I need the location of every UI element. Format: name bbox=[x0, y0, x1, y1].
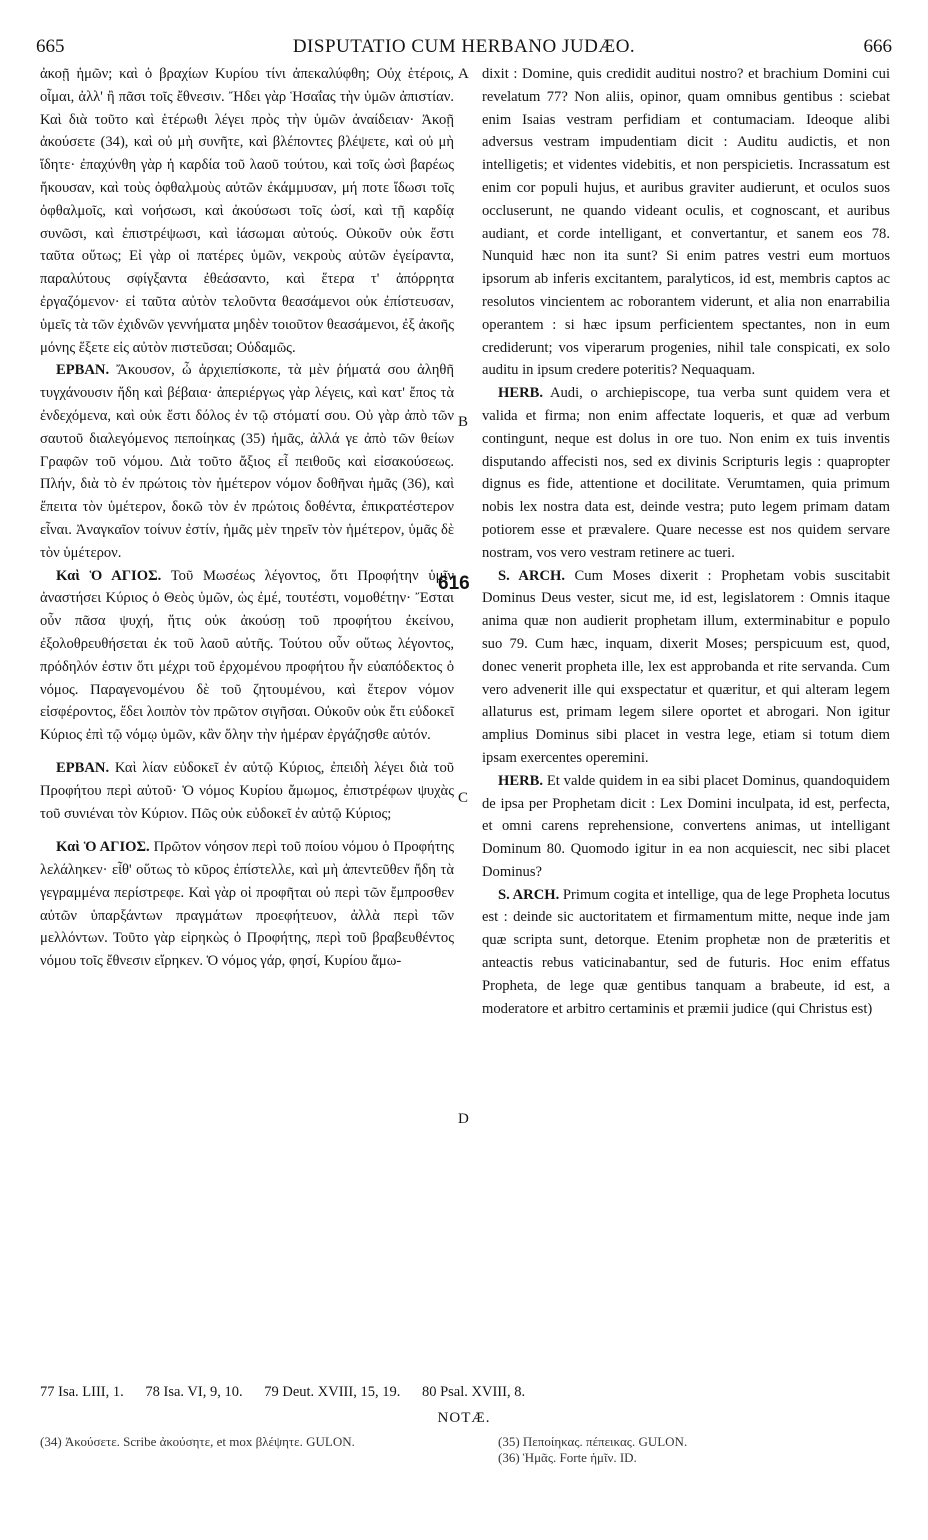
latin-paragraph-5 bbox=[482, 884, 890, 1021]
latin-paragraph-3 bbox=[482, 565, 890, 770]
page-number-left: 665 bbox=[36, 36, 65, 57]
notes-left bbox=[40, 1434, 460, 1450]
latin-speaker-4: HERB. bbox=[498, 772, 544, 789]
greek-paragraph-4 bbox=[40, 757, 454, 825]
scripture-references bbox=[40, 1382, 900, 1402]
section-marker-b: B bbox=[458, 414, 469, 430]
running-header bbox=[36, 36, 892, 58]
reference-77: 77 Isa. LIII, 1. bbox=[40, 1384, 124, 1400]
notes-heading: NOTÆ. bbox=[437, 1410, 491, 1426]
latin-paragraph-4 bbox=[482, 770, 890, 884]
section-marker-a: A bbox=[458, 66, 469, 82]
latin-text-2: Audi, o archiepiscope, tua verba sunt quidem vera et valida et firma; non enim affectate loqueris, et quæ ad verbum contingunt, neque est dolus in ore tuo. Non enim ex tuis inventis disputando affecisti nos, sed ex divinis Scripturis legis : quapropter dignus es fide, attentione et docilitate. Verumtamen, quia primum nobis lex nostra data est, deinde vestra; puto legem primam datam potiorem esse et prævalere. Quare necesse est nos quidem servare nostram, vos vero vestram retinere ac tueri. bbox=[482, 385, 890, 561]
latin-column bbox=[482, 63, 890, 1020]
greek-paragraph-1: ἀκοῇ ἡμῶν; καὶ ὁ βραχίων Κυρίου τίνι ἀπεκαλύφθη; Οὐχ ἑτέροις, οἶμαι, ἀλλ' ἢ πᾶσι τοῖς ἔθνεσιν. Ἤδει γὰρ Ἡσαΐας τὴν ὑμῶν ἀπιστίαν. Καὶ διὰ τοῦτο καὶ ἑτέρωθι λέγει πρὸς τὴν ὑμῶν ἀναίδειαν· Ἀκοῇ ἀκούσετε (34), καὶ οὐ μὴ συνῆτε, καὶ βλέποντες βλέψετε, καὶ οὐ μὴ ἴδητε· ἐπαχύνθη γὰρ ἡ καρδία τοῦ λαοῦ τούτου, καὶ τοῖς ὠσὶ βαρέως ἤκουσαν, καὶ τοὺς ὀφθαλμοὺς αὐτῶν ἐκάμμυσαν, μή ποτε ἴδωσι τοῖς ὀφθαλμοῖς, καὶ νοήσωσι, καὶ ἀκούσωσι τοῖς ὠσί, καὶ τῇ καρδίᾳ συνῶσι, καὶ ἐπιστρέψωσι, καὶ ἰάσωμαι αὐτούς. Οὐκοῦν οὐκ ἔστι ταῦτα οὕτως; Εἰ γὰρ οἱ πατέρες ὑμῶν, νεκροὺς αὐτῶν ἐγείραντα, παραλύτους σφίγξαντα ἐθεάσαντο, καὶ ἕτερα τ' ἀπόρρητα ἐργαζόμενον· εἰ ταῦτα αὐτὸν τελοῦντα θεασάμενοι οὐκ ἐπίστευσαν, ὑμεῖς τὰ τῶν ἐχιδνῶν γεννήματα μηδὲν τοιοῦτον θεασάμενοι, ἐξ ἀκοῆς μόνης ἕξετε εἰς αὐτὸν πιστεῦσαι; Οὐδαμῶς. bbox=[40, 66, 454, 356]
latin-text-3: Cum Moses dixerit : Prophetam vobis suscitabit Dominus Deus vester, sicut me, id est, legislatorem : Omnis itaque anima quæ non audierit prophetam illum, exterminabitur e populo suo 79. Cum hæc, inquam, dixerit Moses; perspicuum est, quod, donec venerit propheta ille, lex est approbanda et rite servanda. Cum vero advenerit ille qui exspectatur et quæritur, et qui alteram legem allaturus est, primam legem silere oportet et abrogari. Non igitur amplius Dominus sibi placet in vestra lege, etiam si totum diem ipsam exercentes operemini. bbox=[482, 567, 891, 766]
greek-speaker-5: Καὶ Ὁ ΑΓΙΟΣ. bbox=[56, 839, 150, 856]
greek-speaker-4: ΕΡΒΑΝ. bbox=[56, 759, 110, 776]
note-36: (36) Ἡμᾶς. Forte ἡμῖν. ID. bbox=[498, 1450, 637, 1465]
reference-78: 78 Isa. VI, 9, 10. bbox=[145, 1384, 243, 1400]
greek-paragraph-2 bbox=[40, 359, 454, 564]
greek-paragraph-5 bbox=[40, 836, 454, 973]
running-title: DISPUTATIO CUM HERBANO JUDÆO. bbox=[292, 36, 636, 57]
latin-speaker-2: HERB. bbox=[498, 385, 544, 402]
greek-text-3: Τοῦ Μωσέως λέγοντος, ὅτι Προφήτην ὑμῖν ἀναστήσει Κύριος ὁ Θεὸς ὑμῶν, ὡς ἐμέ, τουτέστι, νομοθέτην· Ἔσται οὖν πᾶσα ψυχή, ἥτις οὐκ ἀκούσῃ τοῦ προφήτου ἐκείνου, ἐξολοθρευθήσεται ἐκ τοῦ λαοῦ αὐτῆς. Τούτου οὖν οὕτως λέγοντος, πρόδηλόν ἐστιν ὅτι μέχρι τοῦ ἐρχομένου προφήτου ἦν εὐαπόδεκτος ὁ νόμος. Παραγενομένου δὲ τοῦ ζητουμένου, καὶ ἕτερον νόμον εἰσφέροντος, ἔδει λοιπὸν τὸν πρῶτον σιγῆσαι. Οὐκοῦν οὐκ ἔτι εὐδοκεῖ Κύριος ἐπὶ τῷ νόμῳ ὑμῶν, κἂν ὅλην τὴν ἡμέραν ἐργάζησθε αὐτόν. bbox=[40, 567, 454, 744]
section-marker-c: C bbox=[458, 790, 469, 806]
reference-80: 80 Psal. XVIII, 8. bbox=[421, 1384, 526, 1400]
latin-speaker-5: S. ARCH. bbox=[498, 886, 560, 903]
latin-paragraph-1: dixit : Domine, quis credidit auditui nostro? et brachium Domini cui revelatum 77? Non aliis, opinor, quam omnibus gentibus : sciebat enim Isaias vestram perfidiam et contumaciam. Ideoque alibi adversus vestram impudentiam dicit : Auditu audictis, et non intelligetis; et videntes videbitis, et non perspicietis. Incrassatum est enim cor populi hujus, et auribus graviter audierunt, et oculos suos occluserunt, ne quando videant oculis, et cognoscant, et auribus audiant, et corde intelligant, et convertantur, et sanem eos 78. Nunquid hæc non ita sunt? Si enim patres vestri eum mortuos ipsorum ab inferis excitantem, paralyticos, id est, membris captos ac resolutos vincientem ac roborantem viderunt, et alia non enarrabilia operantem : si hæc ipsum perficientem spectantes, non in eum crediderunt; vos viperarum progenies, nihil tale conspicati, ex solo auditu in ipsum credere poteritis? Nequaquam. bbox=[482, 66, 890, 379]
greek-text-2: Ἄκουσον, ὦ ἀρχιεπίσκοπε, τὰ μὲν ῥήματά σου ἀληθῆ τυγχάνουσιν ἤδη καὶ βέβαια· ἀπεριέργως γὰρ λέγεις, καὶ κατ' ἔπος τὰ ἐνδεχόμενα, καὶ οὐκ ἔστι δόλος ἐν τῷ στόματί σου. Οὐ γὰρ ἀπὸ τῶν σαυτοῦ διαλεγόμενος πεποίηκας (35) ἡμᾶς, ἀλλά γε ἀπὸ τῶν θείων Γραφῶν τοῦ νόμου. Διὰ τοῦτο ἄξιος εἶ πειθοῦς καὶ εἰσακούσεως. Πλήν, διὰ τὸ ἐν πρώτοις τὸν ἡμέτερον νόμον δοθῆναι ἡμᾶς (36), καὶ ἔπειτα τὸν ὑμέτερον, δοκῶ τὸν ἐν πρώτοις δοθέντα, ἐπικρατέστερον εἶναι. Ἀναγκαῖον τοίνυν ἐστίν, ἡμᾶς μὲν τηρεῖν τὸν ἡμέτερον, ὑμᾶς δὲ τὸν ὑμέτερον. bbox=[40, 362, 454, 561]
page-number-right: 666 bbox=[863, 36, 892, 57]
reference-79: 79 Deut. XVIII, 15, 19. bbox=[264, 1384, 401, 1400]
greek-text-5: Πρῶτον νόησον περὶ τοῦ ποίου νόμου ὁ Προφήτης λελάληκεν· εἶθ' οὕτως τὸ κῦρος ἐπίστελλε, καὶ μὴ ἀπεντεῦθεν ἤδη τὰ γεγραμμένα περίστρεφε. Καὶ γὰρ οἱ προφῆται οὐ περὶ τῶν ἔμπροσθεν αὐτῶν ὑπαρξάντων πραγμάτων προεφήτευον, ἀλλὰ περὶ τῶν μελλόντων. Τοῦτο γὰρ εἰρηκὼς ὁ Προφήτης, περὶ τοῦ βραβευθέντος νόμου τοῖς ἔθνεσιν εἴρηκεν. Ὁ νόμος γάρ, φησί, Κυρίου ἄμω- bbox=[40, 839, 454, 970]
latin-text-5: Primum cogita et intellige, qua de lege Propheta locutus est : deinde sic auctoritatem et firmamentum mitte, neque inde jam quæ scripta sunt, detorque. Etenim prophetæ non de præteritis et anteactis rebus vaticinabantur, sed de futuris. Hoc enim effatus Propheta, de lege quæ gentibus tanquam a brabeute, id est, a moderatore et arbitro certaminis et præmii judice (qui Christus est) bbox=[482, 886, 890, 1017]
latin-text-4: Et valde quidem in ea sibi placet Dominus, quandoquidem de ipsa per Prophetam dicit : Lex Domini inculpata, id est, perfecta, et omni carens reprehensione, convertens animas, ut intelligant Dominum 80. Quomodo igitur in ea non acquiescit, nec sibi placet Dominus? bbox=[482, 772, 890, 880]
greek-column bbox=[40, 63, 454, 973]
greek-paragraph-3 bbox=[40, 565, 454, 747]
notes-right bbox=[498, 1434, 898, 1466]
column-number: 616 bbox=[438, 573, 470, 594]
latin-paragraph-2 bbox=[482, 382, 890, 564]
greek-speaker-2: ΕΡΒΑΝ. bbox=[56, 362, 110, 379]
latin-speaker-3: S. ARCH. bbox=[498, 567, 566, 584]
note-34: (34) Ἀκούσετε. Scribe ἀκούσητε, et mox βλέψητε. GULON. bbox=[40, 1434, 355, 1449]
note-35: (35) Πεποίηκας. πέπεικας. GULON. bbox=[498, 1434, 688, 1449]
greek-speaker-3: Καὶ Ὁ ΑΓΙΟΣ. bbox=[56, 567, 162, 584]
section-marker-d: D bbox=[458, 1111, 469, 1127]
greek-text-4: Καὶ λίαν εὐδοκεῖ ἐν αὐτῷ Κύριος, ἐπειδὴ λέγει διὰ τοῦ Προφήτου περὶ αὐτοῦ· Ὁ νόμος Κυρίου ἄμωμος, ἐπιστρέφων ψυχὰς τοῦ συνιέναι τὸν Κύριον. Πῶς οὐκ εὐδοκεῖ ἐν αὐτῷ Κύριος; bbox=[40, 759, 454, 822]
